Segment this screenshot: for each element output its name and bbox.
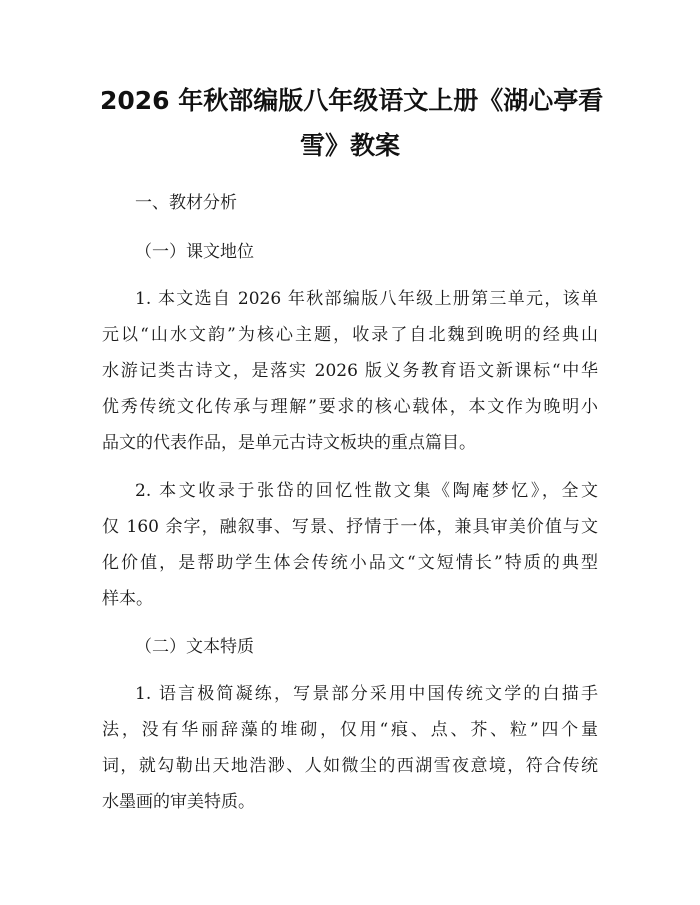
- paragraph-3-line-4: 水墨画的审美特质。: [102, 792, 255, 812]
- paragraph-2-line-3: 化价值，是帮助学生体会传统小品文“文短情长”特质的典型: [102, 553, 598, 573]
- paragraph-1-line-3: 水游记类古诗文，是落实 2026 版义务教育语文新课标“中华: [102, 361, 598, 381]
- paragraph-2-line-2: 仅 160 余字，融叙事、写景、抒情于一体，兼具审美价值与文: [102, 517, 598, 537]
- paragraph-1-line-4: 优秀传统文化传承与理解”要求的核心载体，本文作为晚明小: [102, 397, 598, 417]
- paragraph-3-line-2: 法，没有华丽辞藻的堆砌，仅用“痕、点、芥、粒”四个量: [102, 720, 598, 740]
- paragraph-1-line-1: 1. 本文选自 2026 年秋部编版八年级上册第三单元，该单: [135, 289, 598, 309]
- document-title-line-1: 2026 年秋部编版八年级语文上册《湖心亭看: [100, 86, 604, 115]
- document-title-line-2: 雪》教案: [299, 131, 400, 160]
- paragraph-1-line-5: 品文的代表作品，是单元古诗文板块的重点篇目。: [102, 433, 476, 453]
- subsection-heading-text-status: （一）课文地位: [135, 242, 254, 262]
- paragraph-3-line-3: 词，就勾勒出天地浩渺、人如微尘的西湖雪夜意境，符合传统: [102, 756, 598, 776]
- section-heading-materials-analysis: 一、教材分析: [135, 193, 237, 213]
- paragraph-2-line-1: 2. 本文收录于张岱的回忆性散文集《陶庵梦忆》，全文: [135, 481, 598, 501]
- paragraph-2-line-4: 样本。: [102, 589, 153, 609]
- subsection-heading-text-qualities: （二）文本特质: [135, 637, 254, 657]
- paragraph-1-line-2: 元以“山水文韵”为核心主题，收录了自北魏到晚明的经典山: [102, 325, 598, 345]
- paragraph-3-line-1: 1. 语言极简凝练，写景部分采用中国传统文学的白描手: [135, 684, 598, 704]
